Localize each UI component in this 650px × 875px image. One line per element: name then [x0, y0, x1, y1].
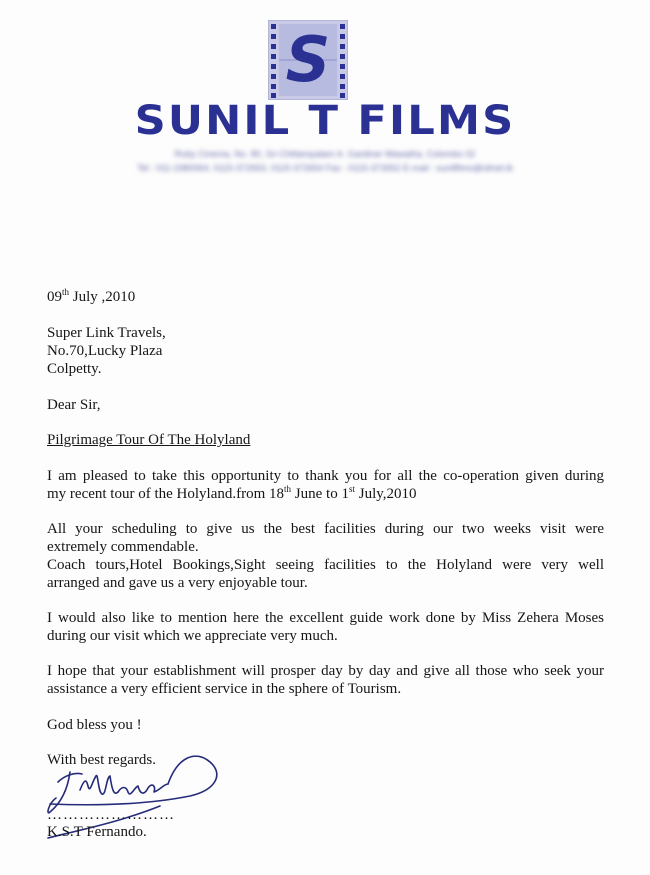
- film-strip-logo-icon: [268, 20, 348, 100]
- paragraph-2-line-3: Coach tours,Hotel Bookings,Sight seeing facilities to the Holyland were very well: [47, 557, 604, 573]
- letter-date: 09th July ,2010: [47, 287, 136, 305]
- paragraph-2-line-2: extremely commendable.: [47, 539, 199, 555]
- paragraph-4-line-2: assistance a very efficient service in the sphere of Tourism.: [47, 681, 402, 697]
- paragraph-3-line-2: during our visit which we appreciate very much.: [47, 628, 338, 644]
- paragraph-1-line-2: my recent tour of the Holyland.from 18th June to 1st July,2010: [47, 484, 417, 502]
- recipient-line-3: Colpetty.: [47, 361, 102, 377]
- paragraph-4-line-1: I hope that your establishment will prosper day by day and give all those who seek your: [47, 663, 604, 679]
- blessing: God bless you !: [47, 717, 142, 733]
- signatory-name: K.S.T Fernando.: [47, 824, 147, 840]
- recipient-line-1: Super Link Travels,: [47, 325, 166, 341]
- company-name: SUNIL T FILMS: [134, 98, 516, 144]
- logo-letter: S: [285, 23, 331, 96]
- paragraph-2-line-1: All your scheduling to give us the best facilities during our two weeks visit were: [47, 521, 604, 537]
- subject-line: Pilgrimage Tour Of The Holyland: [47, 432, 251, 448]
- signature-dotted-line: ……………………: [47, 807, 175, 823]
- company-contact: Tel : 011-2380064, 0115-372653, 0115-372654 Fax : 0115-372652 E-mail : sunilfilms@sltnet.lk: [137, 163, 513, 173]
- paragraph-1-line-1: I am pleased to take this opportunity to thank you for all the co-operation given during: [47, 468, 604, 484]
- recipient-line-2: No.70,Lucky Plaza: [47, 343, 163, 359]
- salutation: Dear Sir,: [47, 397, 101, 413]
- company-address: Ruby Cinema, No. 80, Sri Chittampalam A. Gardiner Mawatha, Colombo 02: [174, 149, 476, 159]
- paragraph-2-line-4: arranged and gave us a very enjoyable tour.: [47, 575, 308, 591]
- closing-regards: With best regards.: [47, 752, 156, 768]
- paragraph-3-line-1: I would also like to mention here the excellent guide work done by Miss Zehera Moses: [47, 610, 604, 626]
